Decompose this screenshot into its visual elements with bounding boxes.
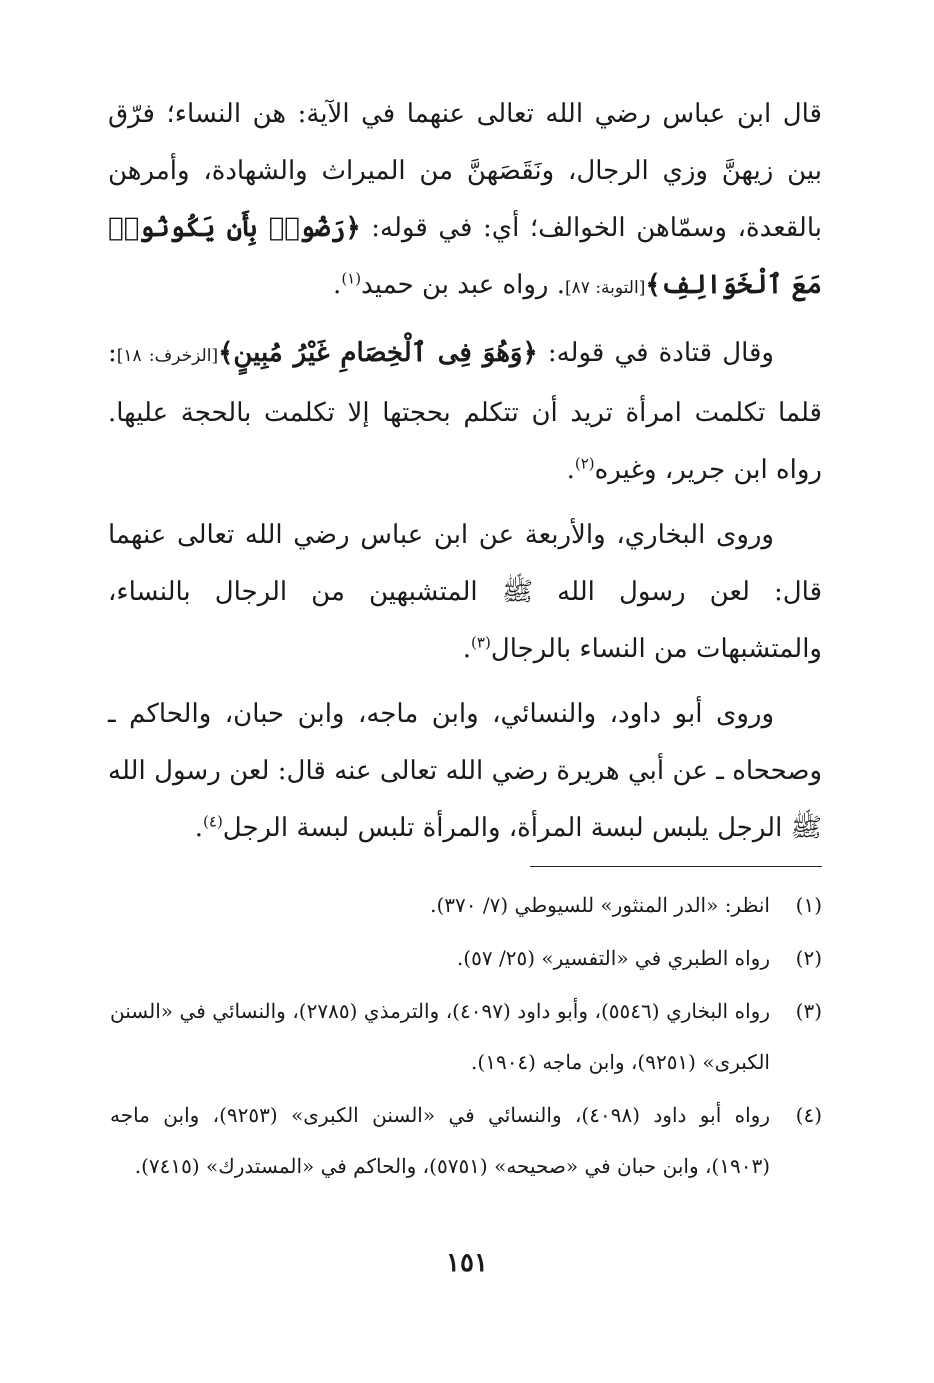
footnote-marker[interactable]: (١) — [341, 269, 362, 288]
footnote-number: (١) — [795, 893, 822, 917]
paragraph-end: . — [566, 455, 575, 485]
paragraph-text: وقال قتادة في قوله: — [537, 338, 774, 368]
footnote-item — [110, 986, 822, 1088]
footnotes-section — [110, 880, 822, 1194]
paragraph-ibn-abbas — [108, 86, 822, 317]
footnote-divider — [530, 866, 822, 867]
footnote-item — [110, 933, 822, 984]
footnote-text: رواه الطبري في «التفسير» (٢٥/ ٥٧). — [456, 946, 770, 970]
paragraph-text: : قلما تكلمت امرأة تريد أن تتكلم بحجتها إلا تكلمت بالحجة عليها. رواه ابن جرير، وغيره — [108, 338, 822, 485]
main-text-body — [108, 86, 822, 865]
footnote-number: (٣) — [795, 999, 822, 1023]
paragraph-qatada — [108, 325, 822, 499]
footnote-text: رواه البخاري (٥٥٤٦)، وأبو داود (٤٠٩٧)، والترمذي (٢٧٨٥)، والنسائي في «السنن الكبرى» (٩٢٥١)، وابن ماجه (١٩٠٤). — [110, 999, 770, 1074]
paragraph-text: وروى أبو داود، والنسائي، وابن ماجه، وابن حبان، والحاكم ـ وصححاه ـ عن أبي هريرة رضي الله تعالى عنه قال: لعن رسول الله ﷺ الرجل يلبس لبسة المرأة، والمرأة تلبس لبسة الرجل — [108, 699, 822, 843]
quran-verse: ﴿وَهُوَ فِى ٱلْخِصَامِ غَيْرُ مُبِينٍ﴾ — [218, 338, 538, 368]
footnote-text: رواه أبو داود (٤٠٩٨)، والنسائي في «السنن الكبرى» (٩٢٥٣)، وابن ماجه (١٩٠٣)، وابن حبان في «صحيحه» (٥٧٥١)، والحاكم في «المستدرك» (٧٤١٥). — [110, 1103, 770, 1178]
footnote-number: (٤) — [795, 1103, 822, 1127]
paragraph-end: . — [462, 634, 472, 664]
footnote-marker[interactable]: (٤) — [203, 812, 223, 831]
paragraph-end: . — [333, 270, 342, 300]
footnote-marker[interactable]: (٣) — [471, 633, 491, 652]
footnote-text: انظر: «الدر المنثور» للسيوطي (٧/ ٣٧٠). — [430, 893, 770, 917]
footnote-item — [110, 1090, 822, 1192]
paragraph-text: وروى البخاري، والأربعة عن ابن عباس رضي الله تعالى عنهما قال: لعن رسول الله ﷺ المتشبهين من الرجال بالنساء، والمتشبهات من النساء بالرجال — [108, 520, 822, 664]
paragraph-end: . — [194, 813, 204, 843]
paragraph-bukhari — [108, 507, 822, 678]
paragraph-abu-dawud — [108, 686, 822, 857]
footnote-number: (٢) — [795, 946, 822, 970]
surah-reference: [الزخرف: ١٨] — [116, 346, 219, 366]
footnote-item — [110, 880, 822, 931]
page-number: ١٥١ — [446, 1248, 488, 1278]
paragraph-text: . رواه عبد بن حميد — [361, 270, 566, 300]
paragraph-text: قال ابن عباس رضي الله تعالى عنهما في الآية: هن النساء؛ فرّق بين زيهنَّ وزي الرجال، ونَقَصَهنَّ من الميراث والشهادة، وأمرهن بالقعدة، وسمّاهن الخوالف؛ أي: في قوله: — [108, 99, 823, 243]
footnote-marker[interactable]: (٢) — [574, 454, 595, 473]
quran-verse: ﴿رَضُوا۟ بِأَن يَكُونُوا۟ مَعَ ٱلْخَوَالِفِ﴾ — [108, 213, 822, 300]
surah-reference: [التوبة: ٨٧] — [565, 278, 646, 298]
